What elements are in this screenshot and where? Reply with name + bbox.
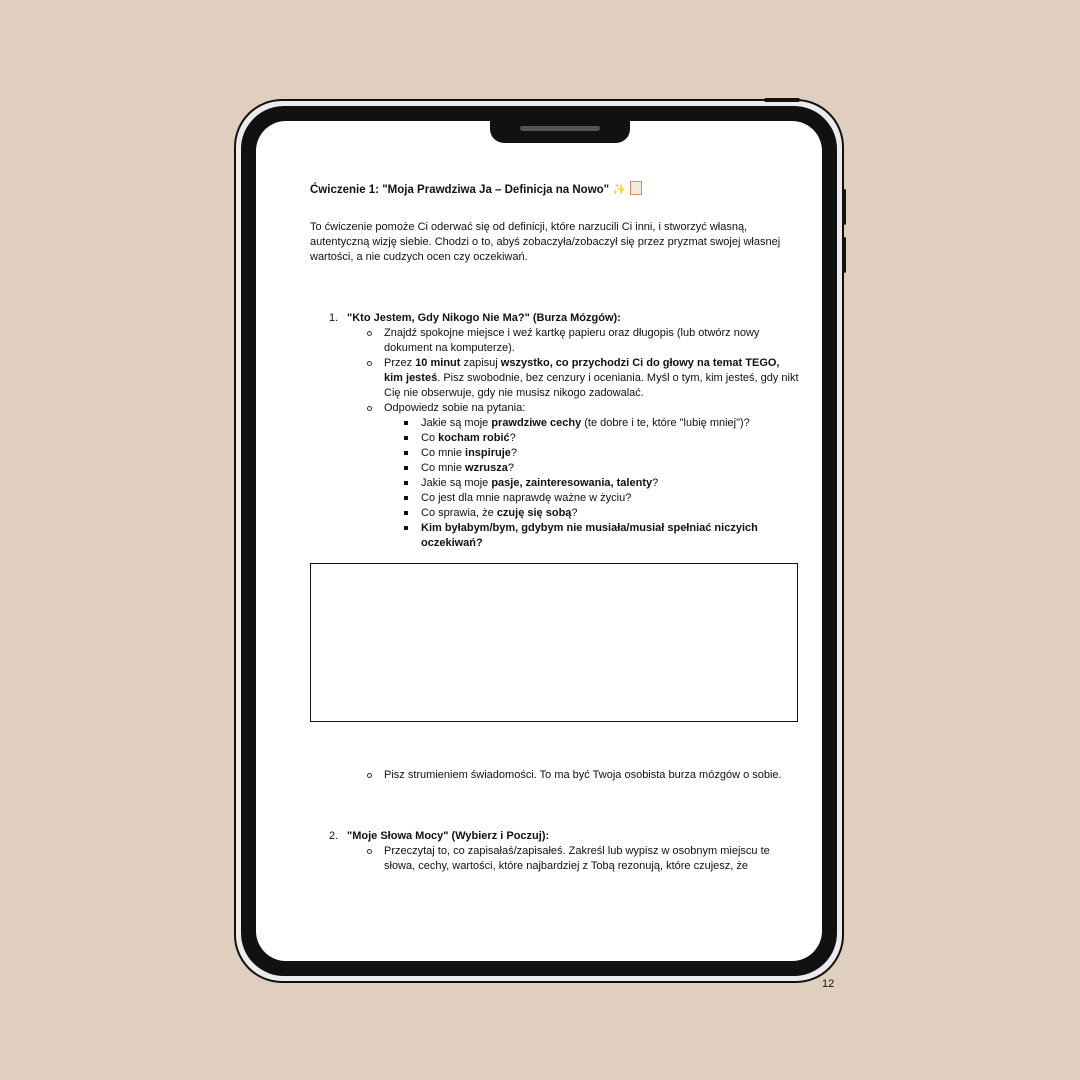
step-bullets — [347, 768, 800, 783]
tablet-screen[interactable] — [256, 121, 835, 990]
exercise-step-1-continued — [310, 768, 800, 783]
list-item: Pisz strumieniem świadomości. To ma być Twoja osobista burza mózgów o sobie. — [384, 768, 800, 783]
exercise-step-1 — [310, 311, 800, 551]
question-item: Co sprawia, że czuję się sobą? — [421, 506, 800, 521]
question-item: Co kocham robić? — [421, 431, 800, 446]
intro-paragraph: To ćwiczenie pomoże Ci oderwać się od definicji, które narzucili Ci inni, i stworzyć własną, autentyczną wizję siebie. Chodzi o to, abyś zobaczyła/zobaczył się przez pryzmat swojej własnej wartości, a nie cudzych ocen czy oczekiwań. — [310, 221, 781, 263]
volume-down-button — [842, 237, 846, 273]
question-item: Co jest dla mnie naprawdę ważne w życiu? — [421, 491, 800, 506]
camera-notch — [490, 121, 630, 143]
question-item: Jakie są moje pasje, zainteresowania, talenty? — [421, 476, 800, 491]
memo-icon — [630, 181, 642, 195]
question-item: Co mnie inspiruje? — [421, 446, 800, 461]
power-button — [764, 98, 800, 102]
speaker-grille — [520, 126, 600, 131]
step-heading: "Kto Jestem, Gdy Nikogo Nie Ma?" (Burza Mózgów): — [347, 312, 621, 324]
list-item: Znajdź spokojne miejsce i weź kartkę papieru oraz długopis (lub otwórz nowy dokument na komputerze). — [384, 326, 800, 356]
list-item: Przeczytaj to, co zapisałaś/zapisałeś. Zakreśl lub wypisz w osobnym miejscu te słowa, cechy, wartości, które najbardziej z Tobą rezonują, które czujesz, że — [384, 844, 800, 874]
question-list — [384, 416, 800, 551]
step-number: 1. — [329, 312, 339, 324]
step-number: 2. — [329, 830, 339, 842]
list-item: Odpowiedz sobie na pytania: Jakie są moje prawdziwe cechy (te dobre i te, które "lubię mniej")? Co kocham robić? Co mnie inspiruje? Co mnie wzrusza? Jakie są moje pasje, zainteresowania, talenty? Co jest dla mnie naprawdę ważne w życiu? Co sprawia, że czuję się sobą? Kim byłabym/bym, gdybym nie musiała/musiał spełniać niczyich oczekiwań? — [384, 401, 800, 551]
exercise-step-2 — [310, 829, 800, 874]
tablet-bezel — [241, 106, 837, 990]
volume-up-button — [842, 189, 846, 225]
step-bullets — [347, 326, 800, 551]
step-bullets — [347, 844, 800, 874]
sparkles-icon: ✨ — [612, 184, 627, 196]
question-item: Jakie są moje prawdziwe cechy (te dobre i te, które "lubię mniej")? — [421, 416, 800, 431]
page-number: 12 — [822, 978, 835, 990]
title-text: Ćwiczenie 1: "Moja Prawdziwa Ja – Definicja na Nowo" — [310, 184, 610, 196]
answer-box[interactable] — [310, 563, 798, 722]
tablet-device — [234, 99, 844, 990]
question-item: Co mnie wzrusza? — [421, 461, 800, 476]
document-page — [310, 181, 835, 990]
step-heading: "Moje Słowa Mocy" (Wybierz i Poczuj): — [347, 830, 550, 842]
page-title — [310, 181, 800, 198]
list-item: Przez 10 minut zapisuj wszystko, co przychodzi Ci do głowy na temat TEGO, kim jesteś. Pisz swobodnie, bez cenzury i oceniania. Myśl o tym, kim jesteś, gdy nikt Cię nie obserwuje, gdy nie musisz nikogo zadowalać. — [384, 357, 799, 399]
question-item: Kim byłabym/bym, gdybym nie musiała/musiał spełniać niczyich oczekiwań? — [421, 521, 800, 551]
